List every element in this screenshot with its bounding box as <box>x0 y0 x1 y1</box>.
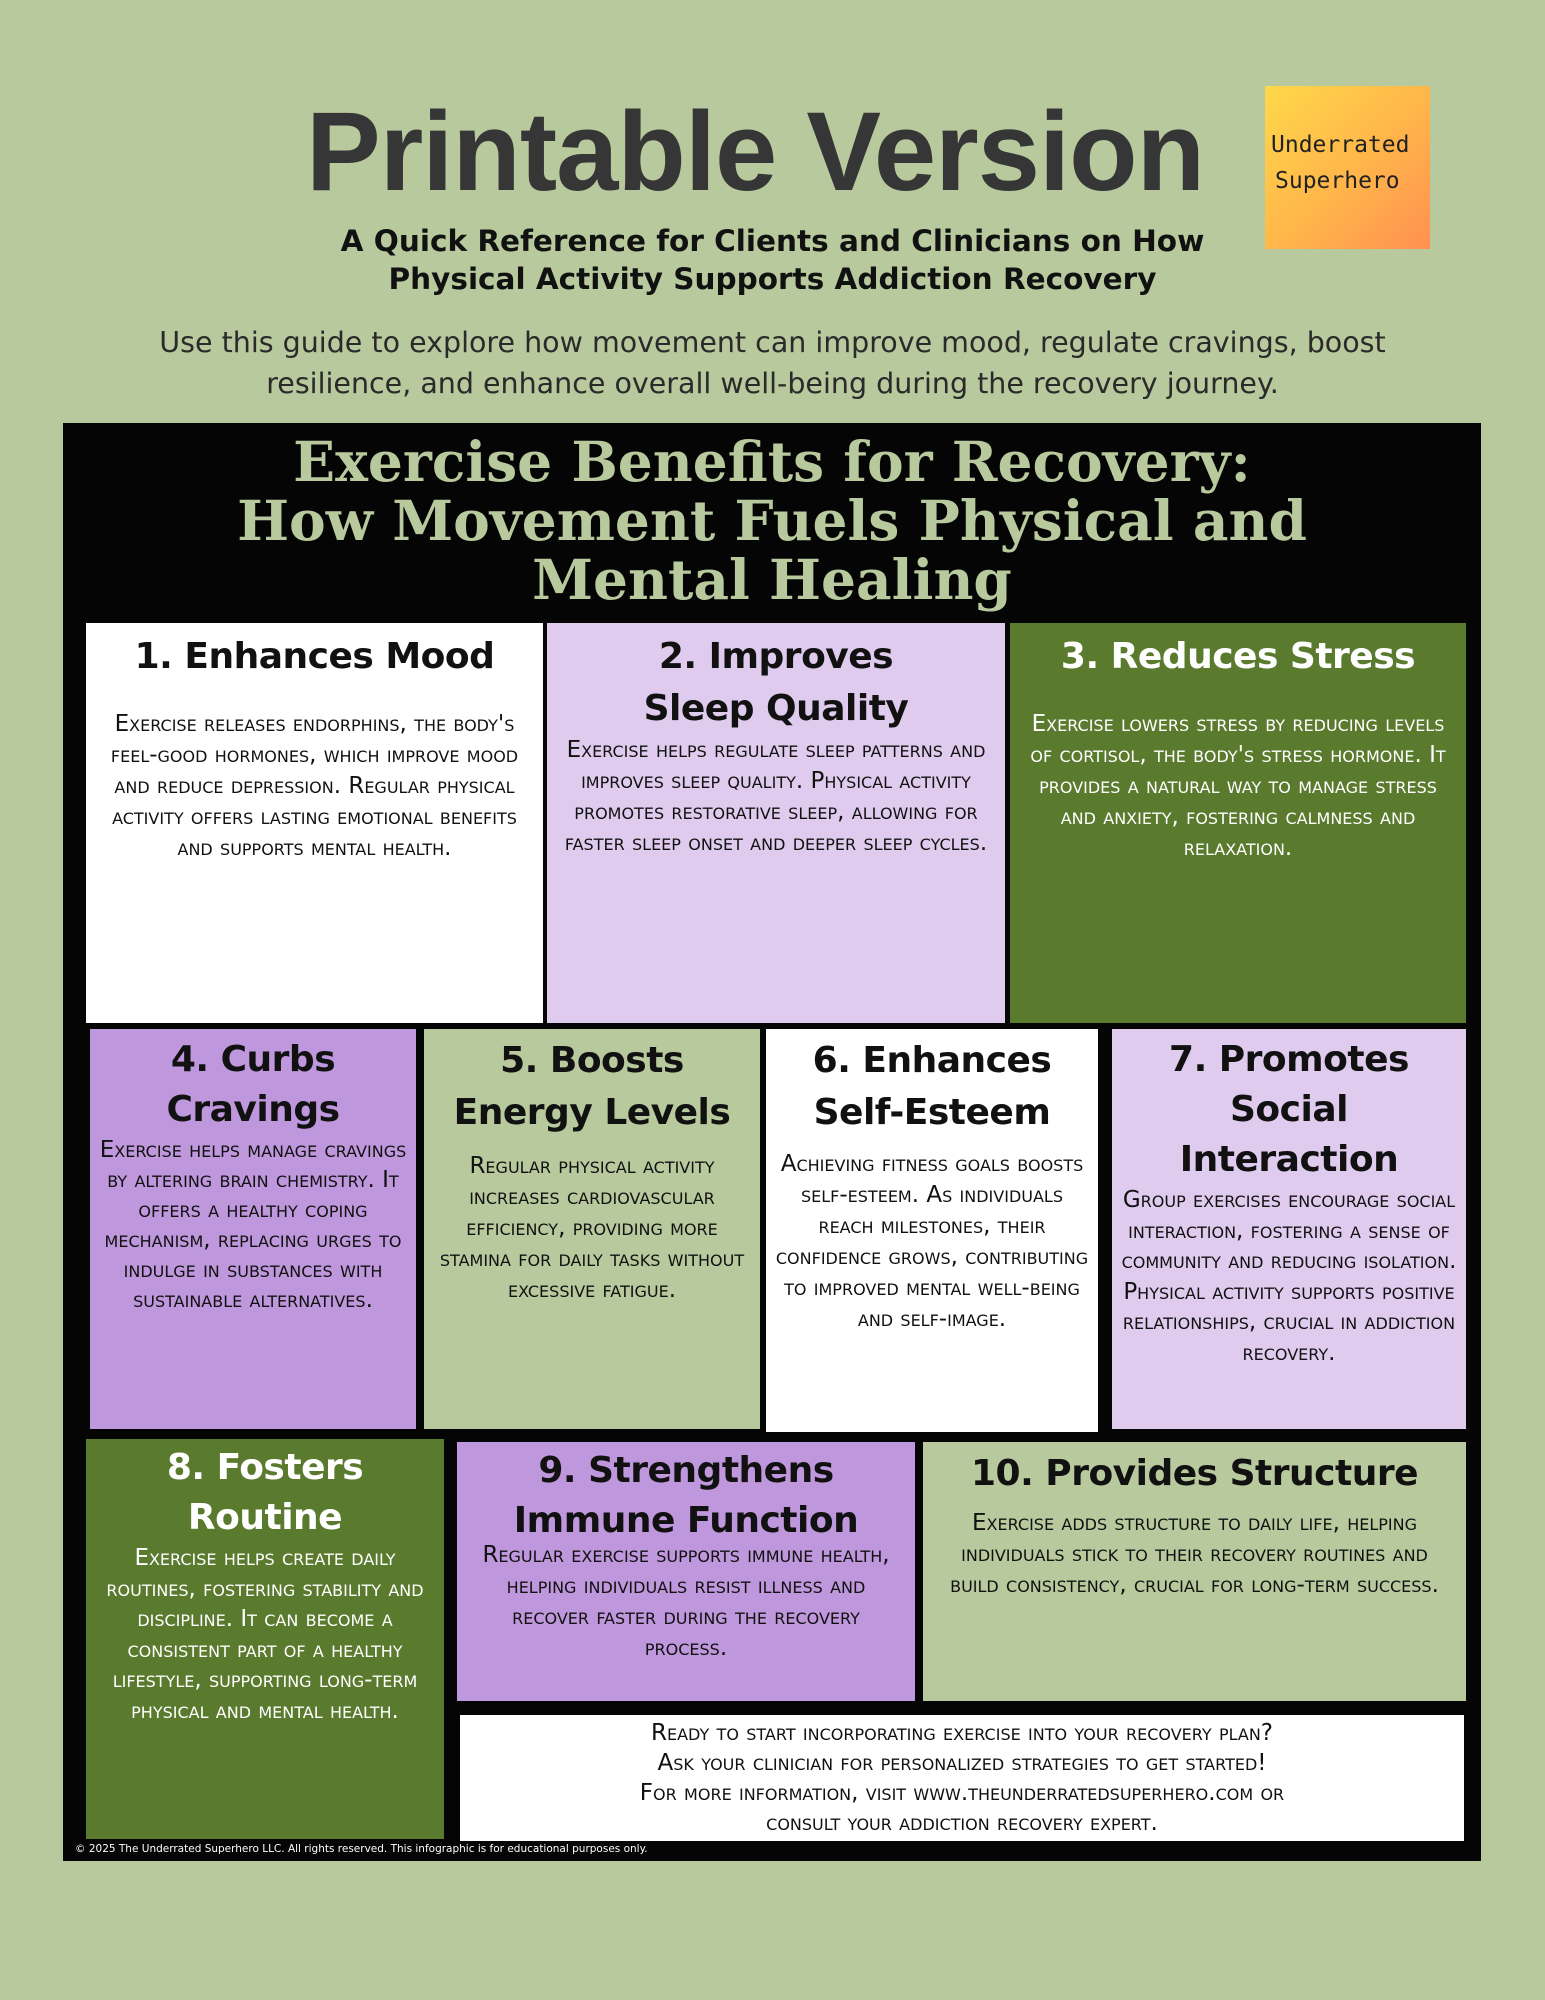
copyright-notice: © 2025 The Underrated Superhero LLC. All rights reserved. This infographic is for educational purposes only. <box>75 1843 648 1855</box>
benefit-title: 5. Boosts Energy Levels <box>453 1040 731 1133</box>
benefit-card-boosts-energy <box>424 1029 760 1429</box>
benefit-text: Exercise helps regulate sleep patterns and improves sleep quality. Physical activity promotes restorative sleep, allowing for faster sleep onset and deeper sleep cycles. <box>564 737 988 856</box>
benefit-title: 2. Improves Sleep Quality <box>643 636 909 729</box>
benefit-title: 1. Enhances Mood <box>134 636 495 677</box>
benefit-text: Exercise releases endorphins, the body's feel-good hormones, which improve mood and reduce depression. Regular physical activity offers lasting emotional benefits and supports mental health. <box>110 711 519 861</box>
cta-line-1: Ready to start incorporating exercise into your recovery plan? <box>650 1720 1274 1746</box>
page-title: Printable Version <box>306 89 1204 214</box>
benefit-card-enhances-mood <box>86 623 543 1023</box>
benefit-card-immune-function <box>457 1442 915 1701</box>
benefit-title: 6. Enhances Self-Esteem <box>812 1040 1052 1133</box>
benefit-title: 4. Curbs Cravings <box>166 1039 340 1130</box>
benefit-text: Exercise helps manage cravings by altering brain chemistry. It offers a healthy coping mechanism, replacing urges to indulge in substances with sustainable alternatives. <box>99 1137 407 1313</box>
benefit-text: Achieving fitness goals boosts self-esteem. As individuals reach milestones, their confidence grows, contributing to improved mental well-being and self-image. <box>775 1151 1089 1332</box>
benefit-text: Regular exercise supports immune health, helping individuals resist illness and recover faster during the recovery process. <box>482 1542 890 1661</box>
benefit-title: 8. Fosters Routine <box>166 1447 364 1538</box>
benefit-text: Exercise adds structure to daily life, helping individuals stick to their recovery routines and build consistency, crucial for long-term success. <box>950 1510 1439 1598</box>
benefit-text: Exercise helps create daily routines, fostering stability and discipline. It can become a consistent part of a healthy lifestyle, supporting long-term physical and mental health. <box>106 1545 424 1724</box>
subtitle-line-2: Physical Activity Supports Addiction Recovery <box>388 262 1157 296</box>
benefit-title: 10. Provides Structure <box>971 1453 1418 1494</box>
logo-text-line-1: Underrated <box>1271 132 1410 158</box>
benefit-card-reduces-stress <box>1010 623 1466 1023</box>
benefit-title: 3. Reduces Stress <box>1060 636 1416 677</box>
benefit-card-promotes-social <box>1112 1029 1466 1429</box>
cta-line-2: Ask your clinician for personalized strategies to get started! <box>657 1750 1267 1776</box>
intro-line-2: resilience, and enhance overall well-being during the recovery journey. <box>266 367 1279 400</box>
benefit-text: Regular physical activity increases cardiovascular efficiency, providing more stamina for daily tasks without excessive fatigue. <box>439 1153 745 1303</box>
panel-title <box>63 429 1481 612</box>
panel-title-line-3: Mental Healing <box>532 547 1012 612</box>
benefit-card-enhances-self-esteem <box>766 1029 1098 1432</box>
panel-title-line-2: How Movement Fuels Physical and <box>237 488 1307 553</box>
cta-line-3: For more information, visit www.theunderratedsuperhero.com or <box>639 1780 1285 1806</box>
benefit-card-fosters-routine <box>86 1439 444 1839</box>
benefit-card-curbs-cravings <box>90 1029 416 1429</box>
page-subtitle <box>280 222 1265 298</box>
subtitle-line-1: A Quick Reference for Clients and Clinicians on How <box>340 224 1205 258</box>
intro-text <box>130 322 1415 404</box>
benefit-card-improves-sleep <box>547 623 1005 1023</box>
benefit-text: Exercise lowers stress by reducing levels of cortisol, the body's stress hormone. It provides a natural way to manage stress and anxiety, fostering calmness and relaxation. <box>1030 711 1446 861</box>
benefit-text: Group exercises encourage social interaction, fostering a sense of community and reducing isolation. Physical activity supports positive relationships, crucial in addiction recovery. <box>1121 1187 1457 1366</box>
benefit-title: 7. Promotes Social Interaction <box>1169 1039 1409 1180</box>
benefit-title: 9. Strengthens Immune Function <box>513 1450 859 1541</box>
logo-text-line-2: Superhero <box>1275 168 1400 194</box>
intro-line-1: Use this guide to explore how movement can improve mood, regulate cravings, boost <box>159 326 1386 359</box>
cta-line-4: consult your addiction recovery expert. <box>766 1810 1158 1836</box>
panel-title-line-1: Exercise Benefits for Recovery: <box>293 429 1251 494</box>
brand-logo <box>1265 86 1430 249</box>
benefit-card-provides-structure <box>923 1442 1466 1701</box>
call-to-action <box>460 1715 1464 1841</box>
